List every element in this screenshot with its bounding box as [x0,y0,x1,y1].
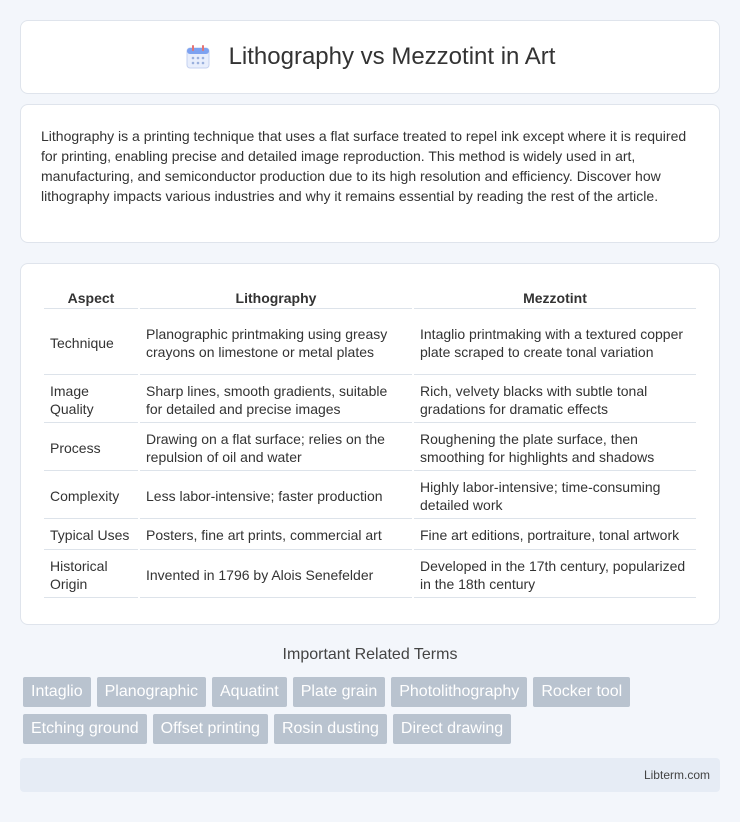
cell-mezzotint: Roughening the plate surface, then smoothing for highlights and shadows [414,425,696,471]
cell-mezzotint: Developed in the 17th century, popularized in the 18th century [414,552,696,598]
related-term-tag[interactable]: Planographic [97,677,206,707]
table-row [44,425,696,471]
cell-mezzotint: Fine art editions, portraiture, tonal artwork [414,521,696,550]
cell-mezzotint: Highly labor-intensive; time-consuming detailed work [414,473,696,519]
comparison-table [42,284,698,600]
cell-lithography: Invented in 1796 by Alois Senefelder [140,552,412,598]
cell-lithography: Drawing on a flat surface; relies on the repulsion of oil and water [140,425,412,471]
cell-aspect: Historical Origin [44,552,138,598]
related-terms-heading: Important Related Terms [282,646,458,663]
table-row [44,521,696,550]
footer-brand-link[interactable]: Libterm.com [643,768,710,782]
related-term-tag[interactable]: Intaglio [23,677,91,707]
cell-aspect: Image Quality [44,377,138,423]
related-term-tag[interactable]: Rosin dusting [274,714,387,744]
intro-card [20,104,720,243]
table-row [44,552,696,598]
cell-lithography: Planographic printmaking using greasy crayons on limestone or metal plates [140,311,412,375]
table-row [44,473,696,519]
page-title: Lithography vs Mezzotint in Art [228,43,556,70]
related-term-tag[interactable]: Aquatint [212,677,287,707]
related-terms-list [23,677,723,751]
calendar-icon [185,44,211,70]
cell-lithography: Posters, fine art prints, commercial art [140,521,412,550]
cell-lithography: Sharp lines, smooth gradients, suitable for detailed and precise images [140,377,412,423]
cell-aspect: Typical Uses [44,521,138,550]
header-mezzotint: Mezzotint [414,286,696,309]
cell-mezzotint: Rich, velvety blacks with subtle tonal gradations for dramatic effects [414,377,696,423]
table-header-row [44,286,696,309]
related-term-tag[interactable]: Direct drawing [393,714,511,744]
cell-aspect: Technique [44,311,138,375]
related-term-tag[interactable]: Etching ground [23,714,147,744]
cell-aspect: Complexity [44,473,138,519]
footer [20,758,720,792]
table-row [44,377,696,423]
related-term-tag[interactable]: Plate grain [293,677,386,707]
header-aspect: Aspect [44,286,138,309]
header-lithography: Lithography [140,286,412,309]
intro-paragraph: Lithography is a printing technique that uses a flat surface treated to repel ink except where it is required for printing, enabling precise and detailed image reproduction. This method is widely used in art, manufacturing, and semiconductor production due to its high resolution and efficiency. Discover how lithography impacts various industries and why it remains essential by reading the rest of the article. [41,128,687,204]
table-row [44,311,696,375]
cell-lithography: Less labor-intensive; faster production [140,473,412,519]
comparison-table-card [20,263,720,625]
related-term-tag[interactable]: Offset printing [153,714,268,744]
related-term-tag[interactable]: Photolithography [391,677,527,707]
cell-mezzotint: Intaglio printmaking with a textured copper plate scraped to create tonal variation [414,311,696,375]
title-card [20,20,720,94]
related-term-tag[interactable]: Rocker tool [533,677,630,707]
cell-aspect: Process [44,425,138,471]
